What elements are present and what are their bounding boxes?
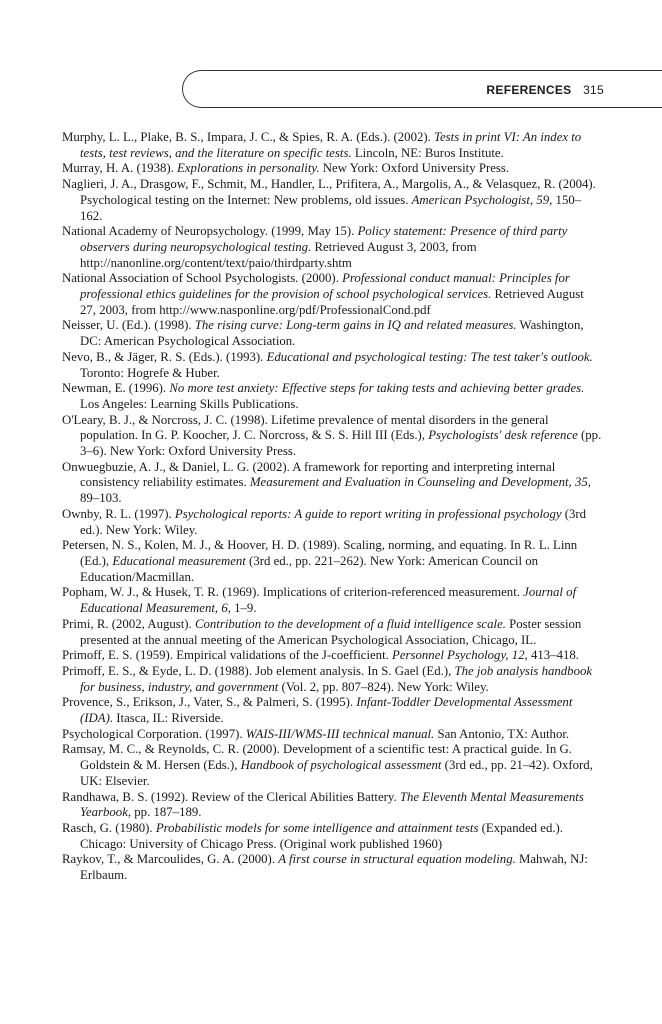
reference-publication: (3rd ed.). New York: Wiley. — [80, 506, 587, 537]
reference-publication: 413–418. — [527, 648, 579, 663]
reference-publication: Poster session presented at the annual meeting of the American Psychological Association, Chicago, IL. — [80, 616, 582, 647]
reference-entry — [62, 224, 602, 271]
reference-title: No more test anxiety: Effective steps for taking tests and achieving better grades. — [169, 381, 585, 396]
reference-title: Educational measurement — [112, 553, 246, 568]
reference-publication: Lincoln, NE: Buros Institute. — [351, 145, 504, 160]
reference-title: Tests in print VI: An index to tests, test reviews, and the literature on specific tests. — [80, 130, 582, 160]
reference-text: Murray, H. A. (1938). — [62, 161, 178, 176]
reference-entry — [62, 727, 602, 743]
reference-publication: Mahwah, NJ: Erlbaum. — [80, 852, 588, 883]
reference-text: Primoff, E. S., & Eyde, L. D. (1988). Job element analysis. In S. Gael (Ed.), — [62, 663, 455, 678]
reference-entry — [62, 617, 602, 648]
reference-title: Psychological reports: A guide to report writing in professional psychology — [174, 506, 562, 521]
reference-publication: Itasca, IL: Riverside. — [113, 711, 224, 726]
reference-text: O'Leary, B. J., & Norcross, J. C. (1998). Lifetime prevalence of mental disorders in the general population. In G. P. Koocher, J. C. Norcross, & S. S. Hill III (Eds.), — [62, 412, 549, 443]
reference-title: Journal of Educational Measurement, 6, — [80, 585, 577, 616]
reference-entry — [62, 161, 602, 177]
reference-publication: Retrieved August 3, 2003, from http://nanonline.org/content/text/paio/thirdparty.shtm — [80, 239, 477, 270]
reference-title: Personnel Psychology, 12, — [392, 648, 528, 663]
reference-publication: (3rd ed., pp. 221–262). New York: American Council on Education/Macmillan. — [80, 553, 539, 584]
reference-publication: (Vol. 2, pp. 807–824). New York: Wiley. — [278, 679, 489, 694]
reference-text: Psychological Corporation. (1997). — [62, 726, 246, 741]
reference-title: Infant-Toddler Developmental Assessment (IDA). — [80, 695, 573, 726]
reference-title: Explorations in personality. — [177, 161, 320, 176]
reference-entry — [62, 585, 602, 616]
reference-entry — [62, 790, 602, 821]
reference-list — [62, 130, 602, 884]
reference-publication: 1–9. — [230, 601, 257, 616]
reference-entry — [62, 177, 602, 224]
reference-publication: Los Angeles: Learning Skills Publications. — [80, 396, 299, 411]
reference-text: Naglieri, J. A., Drasgow, F., Schmit, M., Handler, L., Prifitera, A., Margolis, A., & Velasquez, R. (2004). Psychological testing on the Internet: New problems, old issues. — [62, 177, 596, 207]
reference-entry — [62, 413, 602, 460]
reference-publication: (pp. 3–6). New York: Oxford University Press. — [80, 428, 602, 459]
reference-entry — [62, 271, 602, 318]
reference-publication: Toronto: Hogrefe & Huber. — [80, 365, 220, 380]
reference-entry — [62, 318, 602, 349]
page-number: 315 — [583, 83, 604, 97]
reference-title: Probabilistic models for some intelligence and attainment tests — [155, 820, 479, 835]
reference-entry — [62, 130, 602, 161]
reference-text: Nevo, B., & Jäger, R. S. (Eds.). (1993). — [62, 349, 267, 364]
reference-entry — [62, 507, 602, 538]
reference-entry — [62, 648, 602, 664]
reference-text: Murphy, L. L., Plake, B. S., Impara, J. C., & Spies, R. A. (Eds.). (2002). — [62, 130, 435, 144]
reference-title: The rising curve: Long-term gains in IQ and related measures. — [194, 318, 517, 333]
reference-title: The job analysis handbook for business, industry, and government — [80, 663, 593, 694]
reference-title: American Psychologist, 59, — [411, 192, 553, 207]
reference-title: WAIS-III/WMS-III technical manual. — [245, 726, 435, 741]
reference-entry — [62, 695, 602, 726]
reference-text: Newman, E. (1996). — [62, 381, 170, 396]
reference-text: Primoff, E. S. (1959). Empirical validations of the J-coefficient. — [62, 648, 393, 663]
reference-publication: 89–103. — [80, 491, 122, 506]
reference-title: Psychologists' desk reference — [428, 428, 578, 443]
reference-entry — [62, 350, 602, 381]
reference-title: Contribution to the development of a fluid intelligence scale. — [194, 616, 506, 631]
reference-entry — [62, 460, 602, 507]
reference-text: Provence, S., Erikson, J., Vater, S., & Palmeri, S. (1995). — [62, 695, 357, 710]
reference-publication: New York: Oxford University Press. — [319, 161, 510, 176]
reference-publication: 150–162. — [80, 192, 582, 223]
reference-publication: pp. 187–189. — [131, 805, 202, 820]
reference-text: Popham, W. J., & Husek, T. R. (1969). Implications of criterion-referenced measurement. — [62, 585, 524, 600]
reference-title: Professional conduct manual: Principles for professional ethics guidelines for the provision of school psychological services. — [80, 271, 570, 302]
reference-text: Raykov, T., & Marcoulides, G. A. (2000). — [62, 852, 279, 867]
reference-entry — [62, 664, 602, 695]
reference-publication: Retrieved August 27, 2003, from http://www.nasponline.org/pdf/ProfessionalCond.pdf — [80, 287, 584, 317]
reference-title: Measurement and Evaluation in Counseling and Development, 35, — [249, 475, 591, 490]
reference-publication: (3rd ed., pp. 21–42). Oxford, UK: Elsevier. — [80, 758, 593, 788]
reference-title: Handbook of psychological assessment — [240, 758, 442, 773]
reference-publication: (Expanded ed.). Chicago: University of Chicago Press. (Original work published 1960) — [80, 820, 564, 851]
reference-publication: San Antonio, TX: Author. — [434, 726, 570, 741]
reference-text: Ramsay, M. C., & Reynolds, C. R. (2000). Development of a scientific test: A practical guide. In G. Goldstein & M. Hersen (Eds.), — [62, 742, 572, 773]
section-title: REFERENCES — [486, 83, 572, 97]
reference-title: Educational and psychological testing: The test taker's outlook. — [266, 349, 593, 364]
reference-text: National Association of School Psychologists. (2000). — [62, 271, 343, 286]
reference-text: Randhawa, B. S. (1992). Review of the Clerical Abilities Battery. — [62, 789, 400, 804]
reference-entry — [62, 852, 602, 883]
reference-entry — [62, 538, 602, 585]
reference-text: National Academy of Neuropsychology. (1999, May 15). — [62, 224, 358, 239]
reference-text: Rasch, G. (1980). — [62, 820, 156, 835]
reference-text: Onwuegbuzie, A. J., & Daniel, L. G. (2002). A framework for reporting and interpreting internal consistency reliability estimates. — [62, 459, 556, 490]
reference-text: Ownby, R. L. (1997). — [62, 506, 175, 521]
reference-title: The Eleventh Mental Measurements Yearbook, — [80, 789, 584, 820]
reference-entry — [62, 821, 602, 852]
reference-publication: Washington, DC: American Psychological Association. — [80, 318, 584, 349]
reference-title: A first course in structural equation modeling. — [278, 852, 516, 867]
reference-text: Neisser, U. (Ed.). (1998). — [62, 318, 195, 333]
reference-title: Policy statement: Presence of third party observers during neuropsychological testing. — [80, 224, 568, 254]
reference-entry — [62, 742, 602, 789]
reference-text: Petersen, N. S., Kolen, M. J., & Hoover, H. D. (1989). Scaling, norming, and equating. In R. L. Linn (Ed.), — [62, 538, 578, 568]
reference-text: Primi, R. (2002, August). — [62, 616, 195, 631]
reference-entry — [62, 381, 602, 412]
running-head — [486, 83, 604, 97]
